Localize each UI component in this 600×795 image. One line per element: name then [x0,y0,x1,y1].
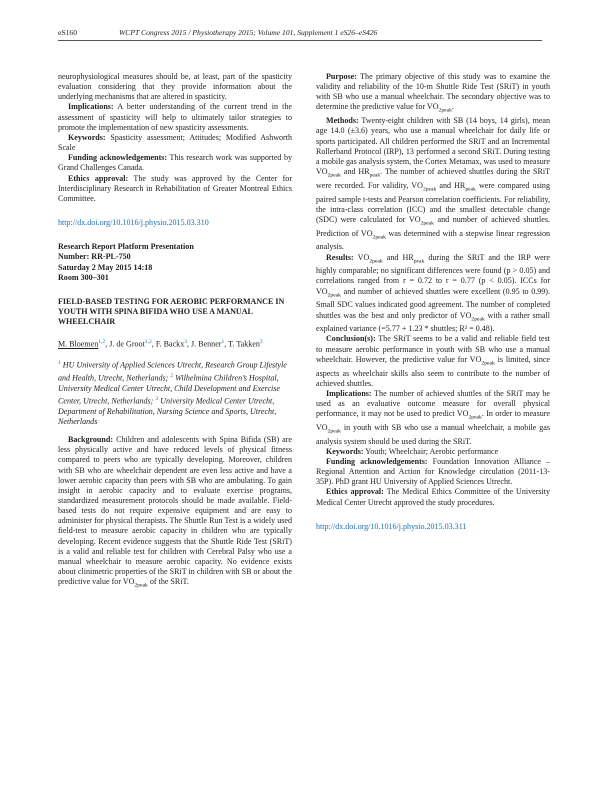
methods-text: and number of achieved shuttles. Prediction of VO [316,214,550,238]
subscript: 2peak [327,428,341,435]
page-number: eS160 [58,28,77,37]
author-name: , F. Backx [151,339,185,349]
methods-paragraph [316,116,550,252]
keywords-label: Keywords: [68,132,106,142]
funding-label: Funding acknowledgements: [68,153,168,163]
results-text: and HR [382,252,414,262]
funding-text: This research work was supported by Grand Challenges Canada. [58,153,292,173]
left-column [58,72,292,591]
running-header [58,28,542,37]
subscript: 2peak [422,186,437,193]
subscript: 2peak [471,316,485,323]
author-sup: 1 [221,339,225,346]
methods-text: and HR [340,167,370,177]
keywords-paragraph [58,133,292,153]
author-list [58,337,292,350]
subscript: 2peak [327,172,341,179]
keywords-text: Spasticity assessment; Attitudes; Modified Ashworth Scale [58,132,292,153]
author-name: , T. Takken [224,339,260,349]
methods-text: was determined with a stepwise linear regression analysis. [316,228,550,252]
conclusion-label: Conclusion(s): [326,334,376,344]
background-label: Background: [68,435,114,445]
subscript: 2peak [481,360,495,367]
affiliation-1: HU University of Applied Sciences Utrecht, Research Group Lifestyle and Health, Utrecht, Netherlands; [58,360,287,383]
results-text: with a rather small explained variance (=5.77 + 1.23 * shuttles; R² = 0.48). [316,310,550,334]
ethics-label: Ethics approval: [68,173,129,183]
session-type: Research Report Platform Presentation [58,242,194,252]
purpose-text: The primary objective of this study was to examine the validity and reliability of the 10-m Shuttle Ride Test (SRiT) in youth with SB who use a manual wheelchair. The secondary objective was to determine the predictive value for VO [316,72,550,112]
presenting-author: M. Bloemen [58,339,99,349]
results-text: VO [353,252,370,262]
implications-label: Implications: [326,388,372,398]
aff-sup: 3 [155,395,159,402]
funding-label: Funding acknowledgements: [326,457,428,467]
ethics-text: The Medical Ethics Committee of the University Medical Center Utrecht approved the study procedures. [316,487,550,507]
subscript: 2peak [327,292,341,299]
paragraph-spasticity: neurophysiological measures should be, at least, part of the spasticity evaluation considering that they provide information about the underlying mechanisms that are altered in spasticity. [58,72,292,102]
session-date: Saturday 2 May 2015 14:18 [58,262,153,272]
funding-paragraph [316,457,550,487]
author-sup: 1,2 [144,339,152,346]
affiliation-2: Wilhelmina Children’s Hospital, University Medical Center Utrecht, Child Development and Exercise Center, Utrecht, Netherlands; [58,373,280,406]
methods-text: Twenty-eight children with SB (14 boys, 14 girls), mean age 14.0 (±3.6) years, who use a manual wheelchair for daily life or sports participated. All children performed the SRiT and an Incremental Rollerband Protocol (IRP), 13 performed a second SRiT. During testing a mobile gas analysis system, the Cortex Metamax, was used to measure VO [316,116,550,177]
results-paragraph [316,253,550,335]
aff-sup: 1 [58,360,61,367]
keywords-text: Youth; Wheelchair; Aerobic performance [363,446,499,456]
subscript: 2peak [438,108,452,115]
journal-citation: WCPT Congress 2015 / Physiotherapy 2015; Volume 101, Supplement 1 eS26–eS426 [118,28,378,37]
abstract-title: FIELD-BASED TESTING FOR AEROBIC PERFORMANCE IN YOUTH WITH SPINA BIFIDA WHO USE A MANUAL WHEELCHAIR [58,296,285,327]
ethics-paragraph [58,174,292,204]
subscript: peak [465,186,476,193]
author-sup: 3 [184,339,188,346]
author-sup: 2 [259,339,263,346]
keywords-label: Keywords: [326,446,364,456]
subscript: 2peak [372,234,386,241]
methods-text: . The number of achieved shuttles during the SRiT were recorded. For validity, VO [316,167,550,190]
subscript: 2peak [420,220,434,227]
purpose-text-end: . [451,102,454,112]
keywords-paragraph [316,447,550,457]
methods-text: and HR [436,180,466,190]
results-label: Results: [326,252,354,262]
subscript: 2peak [468,414,482,421]
implications-paragraph [316,389,550,447]
background-paragraph [58,435,292,591]
doi-link[interactable]: http://dx.doi.org/10.1016/j.physio.2015.03.310 [58,218,209,228]
affiliation-3: University Medical Center Utrecht, Department of Rehabilitation, Nursing Science and Sports, Utrecht, Netherlands [58,396,277,426]
background-text-end: of the SRiT. [147,577,189,587]
ethics-text: The study was approved by the Center for Interdisciplinary Research in Rehabilitation of Greater Montreal Ethics Committee. [58,173,292,203]
subscript: peak [369,172,381,179]
subscript: 2peak [134,582,148,589]
implications-text: The number of achieved shuttles of the SRiT may be used as an evaluative outcome measure for overall physical performance, it may not be used to predict VO [316,388,550,419]
ethics-label: Ethics approval: [326,487,384,497]
doi-link[interactable]: http://dx.doi.org/10.1016/j.physio.2015.03.311 [316,521,467,531]
conclusion-text: is limited, since aspects as wheelchair skills also seem to contribute to the number of achieved shuttles. [316,354,551,388]
subscript: peak [413,258,425,265]
affiliations [58,358,292,427]
funding-text: Foundation Innovation Alliance – Regional Attention and Action for Knowledge circulation (2011-13-35P). PhD grant HU University of Applied Sciences Utrecht. [316,457,550,487]
conclusion-paragraph [316,334,550,388]
purpose-paragraph [316,72,550,116]
implications-label: Implications: [68,102,114,112]
session-room: Room 300–301 [58,272,109,282]
header-rule [58,40,542,41]
session-number: Number: RR-PL-750 [58,252,131,262]
background-text: Children and adolescents with Spina Bifida (SB) are less physically active and have reduced levels of physical fitness compared to peers who are typically developing. Moreover, children with SB who are wheelchair dependent are even less active and have a lower aerobic capacity than peers with SB who are ambulating. To gain insight in aerobic capacity and to evaluate exercise programs, standardized measurement protocols should be made available. Field-based tests do not require expensive equipment and are easy to administer for physical therapists. The Shuttle Run Test is a widely used field-test to measure aerobic capacity in children who are typically developing. Recent evidence suggests that the Shuttle Ride Test (SRiT) is a valid and reliable test for children with Cerebral Palsy who use a manual wheelchair to measure aerobic capacity. No evidence exists about clinimetric properties of the SRiT in children with SB or about the predictive value for VO [58,435,292,587]
author-sup: 1,2 [98,339,106,346]
implications-text: . In order to measure VO [316,409,550,432]
author-name: , J. Benner [187,339,222,349]
implications-text: in youth with SB who use a manual wheelchair, a mobile gas analysis system should be used during the SRiT. [316,422,550,446]
results-text: during the SRiT and the IRP were highly comparable; no significant differences were found (p > 0.05) and correlations ranged from r = 0.72 to r = 0.77 (p < 0.05). ICCs for VO [316,252,550,296]
methods-label: Methods: [326,116,359,126]
aff-sup: 2 [170,372,174,379]
ethics-paragraph [316,487,550,507]
conclusion-text: The SRiT seems to be a valid and reliable field test to measure aerobic performance in youth with SB who use a manual wheelchair. However, the predictive value for VO [316,334,550,364]
author-name: , J. de Groot [105,339,145,349]
purpose-label: Purpose: [326,72,357,81]
methods-text: were compared using paired sample t-tests and Pearson correlation coefficients. For reliability, the intra-class correlation (ICC) and the smallest detectable change (SDC) were calculated for VO [316,180,550,224]
results-text: and number of achieved shuttles were excellent (0.95 to 0.99). Small SDC values indicated good agreement. The number of completed shuttles was the best and only predictor of VO [316,286,550,320]
subscript: 2peak [369,258,383,265]
right-column [316,72,550,546]
implications-paragraph [58,102,292,132]
implications-text: A better understanding of the current trend in the assessment of spasticity will help to ultimately tailor strategies to promote the implementation of new spasticity assessments. [58,102,292,132]
funding-paragraph [58,153,292,173]
